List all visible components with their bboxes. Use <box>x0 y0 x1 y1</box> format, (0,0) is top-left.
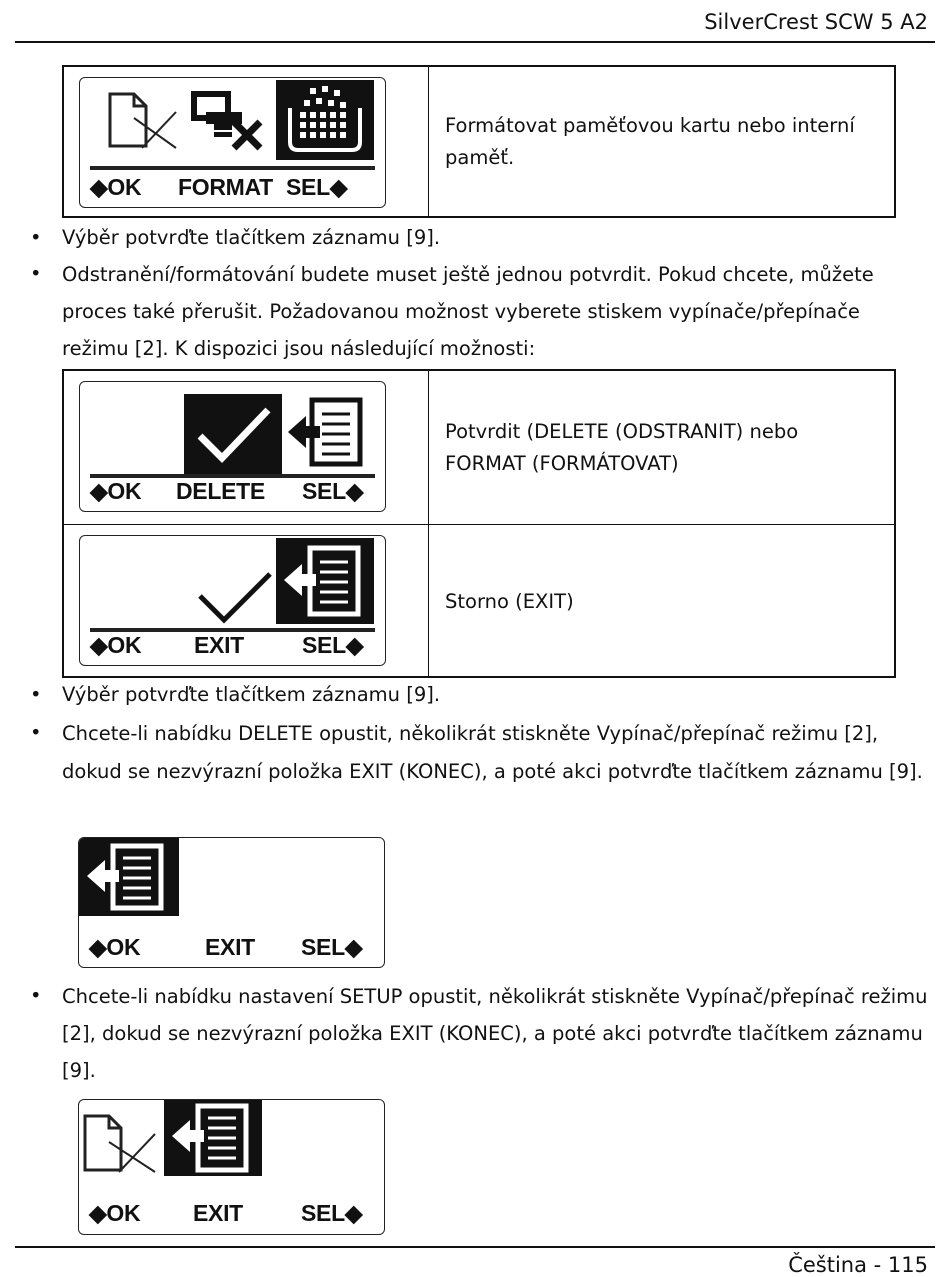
confirm-table <box>62 369 896 678</box>
format-table <box>62 65 896 218</box>
checkmark-icon <box>190 566 276 626</box>
lcd-ok-label: ◆OK <box>90 174 142 200</box>
lcd-sel-label: SEL◆ <box>301 1200 363 1226</box>
format-icon <box>276 80 374 160</box>
lcd-menu-label: EXIT <box>194 632 244 658</box>
bullet-text: Chcete-li nabídku nastavení SETUP opustit, několikrát stiskněte Vypínač/přepínač režimu [2], dokud se nezvýrazní položka EXIT (KONEC), a poté akci potvrďte tlačítkem záznamu [9]. <box>62 985 928 1082</box>
delete-file-icon <box>104 90 180 150</box>
table-row <box>64 524 894 678</box>
lcd-menu-label: FORMAT <box>178 174 273 200</box>
lcd-ok-label: ◆OK <box>90 632 142 658</box>
lcd-menu-label: EXIT <box>193 1200 243 1226</box>
exit-icon <box>79 838 179 916</box>
footer-rule <box>15 1246 935 1248</box>
lcd-divider <box>90 166 375 170</box>
exit-icon <box>276 538 374 624</box>
table-row <box>64 67 894 216</box>
lcd-menu-label: EXIT <box>205 934 255 960</box>
lcd-cell <box>64 371 429 524</box>
lcd-sel-label: SEL◆ <box>302 632 364 658</box>
lcd-ok-label: ◆OK <box>90 478 142 504</box>
checkmark-icon <box>184 394 282 474</box>
lcd-screen-exit-delete <box>78 837 385 968</box>
description-cell <box>429 371 894 524</box>
lcd-menu-label: DELETE <box>176 478 265 504</box>
lcd-sel-label: SEL◆ <box>302 478 364 504</box>
description-cell <box>429 67 894 216</box>
lcd-cell <box>64 525 429 678</box>
lcd-divider <box>79 920 384 925</box>
page-number: Čeština - 115 <box>788 1253 928 1277</box>
lcd-ok-label: ◆OK <box>89 934 141 960</box>
delete-all-icon <box>190 90 268 152</box>
lcd-screen-delete <box>79 381 386 512</box>
bullet-text: Výběr potvrďte tlačítkem záznamu [9]. <box>62 683 441 706</box>
description-cell <box>429 525 894 678</box>
lcd-screen-exit-setup <box>78 1099 385 1235</box>
page-header-title: SilverCrest SCW 5 A2 <box>704 10 928 34</box>
lcd-screen-format <box>79 77 386 208</box>
format-description: Formátovat paměťovou kartu nebo interní paměť. <box>445 113 855 169</box>
bullet-marker: • <box>30 683 42 706</box>
lcd-ok-label: ◆OK <box>89 1200 141 1226</box>
lcd-sel-label: SEL◆ <box>286 174 348 200</box>
confirm-description: Potvrdit (DELETE (ODSTRANIT) nebo FORMAT (FORMÁTOVAT) <box>445 419 799 475</box>
lcd-sel-label: SEL◆ <box>301 934 363 960</box>
delete-file-icon <box>79 1112 159 1176</box>
exit-icon <box>286 394 366 470</box>
cancel-description: Storno (EXIT) <box>445 589 574 613</box>
bullet-marker: • <box>30 721 42 744</box>
bullet-marker: • <box>30 984 42 1007</box>
exit-icon <box>164 1100 262 1176</box>
header-rule <box>15 41 935 43</box>
bullet-text: Výběr potvrďte tlačítkem záznamu [9]. <box>62 226 441 249</box>
bullet-text: Odstranění/formátování budete muset ještě jednou potvrdit. Pokud chcete, můžete proces také přerušit. Požadovanou možnost vyberete stiskem vypínače/přepínače režimu [2]. K dispozici jsou následující možnosti: <box>62 263 874 360</box>
bullet-marker: • <box>30 226 42 249</box>
lcd-screen-exit <box>79 535 386 666</box>
table-row <box>64 371 894 524</box>
bullet-text: Chcete-li nabídku DELETE opustit, několikrát stiskněte Vypínač/přepínač režimu [2], dokud se nezvýrazní položka EXIT (KONEC), a poté akci potvrďte tlačítkem záznamu [9]. <box>62 722 923 783</box>
bullet-marker: • <box>30 262 42 285</box>
lcd-cell <box>64 67 429 216</box>
